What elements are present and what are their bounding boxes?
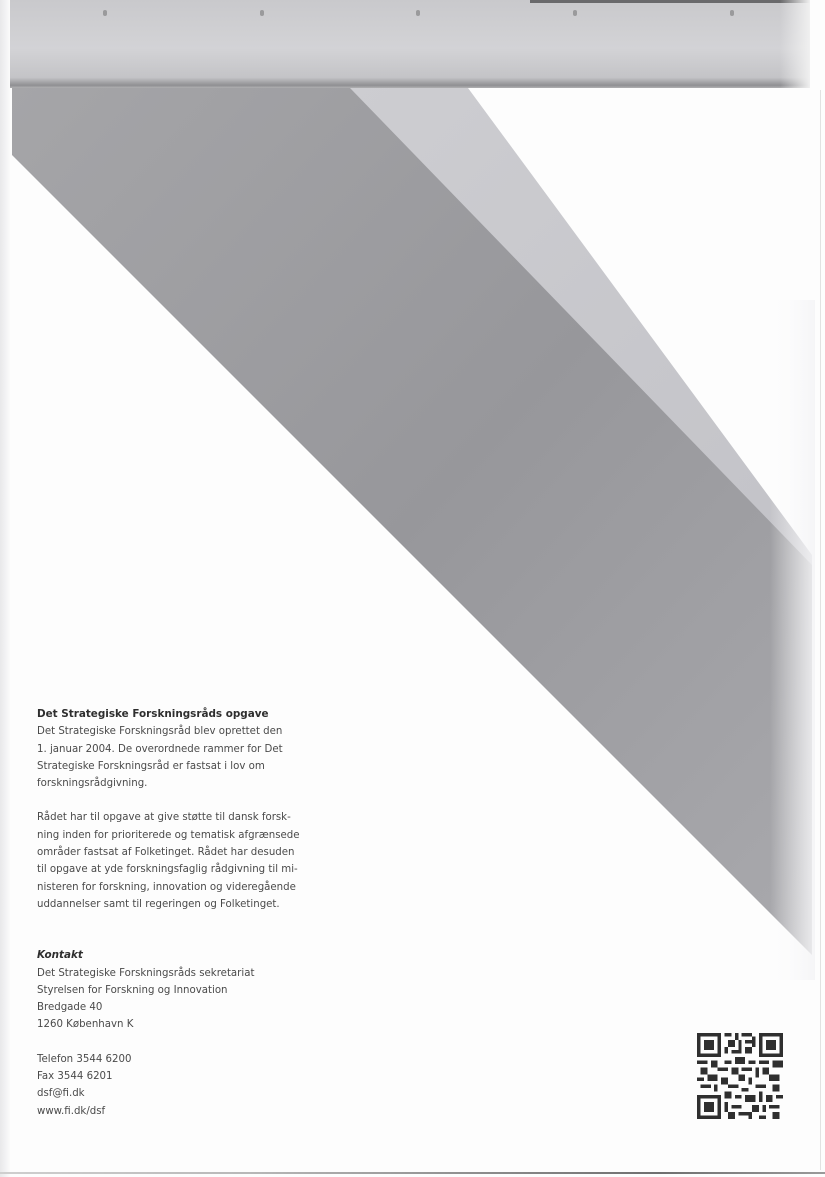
contact-address-line: Bredgade 40 bbox=[37, 1002, 103, 1014]
about-paragraph-1-line: Strategiske Forskningsråd er fastsat i lov om bbox=[37, 760, 265, 772]
qr-code-icon[interactable] bbox=[697, 1033, 783, 1119]
contact-heading: Kontakt bbox=[37, 949, 83, 962]
contact-address-line: Styrelsen for Forskning og Innovation bbox=[37, 984, 228, 996]
about-heading: Det Strategiske Forskningsråds opgave bbox=[37, 708, 269, 720]
about-paragraph-1-line: forskningsrådgivning. bbox=[37, 778, 148, 790]
about-paragraph-2-line: uddannelser samt til regeringen og Folketinget. bbox=[37, 898, 280, 910]
contact-address-line: Det Strategiske Forskningsråds sekretariat bbox=[37, 967, 255, 979]
about-paragraph-2-line: nisteren for forskning, innovation og videregående bbox=[37, 881, 296, 893]
contact-fax: Fax 3544 6201 bbox=[37, 1071, 113, 1083]
about-paragraph-2-line: områder fastsat af Folketinget. Rådet har desuden bbox=[37, 847, 295, 859]
contact-phone: Telefon 3544 6200 bbox=[37, 1053, 132, 1065]
contact-website[interactable]: www.fi.dk/dsf bbox=[37, 1105, 106, 1117]
about-paragraph-2-line: ning inden for prioriterede og tematisk afgrænsede bbox=[37, 829, 300, 841]
contact-address-line: 1260 København K bbox=[37, 1019, 134, 1031]
about-paragraph-1-line: 1. januar 2004. De overordnede rammer for Det bbox=[37, 743, 283, 755]
about-paragraph-1-line: Det Strategiske Forskningsråd blev oprettet den bbox=[37, 726, 283, 738]
about-section bbox=[37, 706, 337, 913]
contact-section bbox=[37, 947, 337, 1120]
contact-email[interactable]: dsf@fi.dk bbox=[37, 1088, 85, 1100]
info-column bbox=[37, 706, 337, 1120]
scan-right-edge bbox=[820, 90, 821, 1170]
about-paragraph-2-line: Rådet har til opgave at give støtte til dansk forsk- bbox=[37, 812, 291, 824]
about-paragraph-2-line: til opgave at yde forskningsfaglig rådgivning til mi- bbox=[37, 864, 298, 876]
scan-bottom-edge bbox=[0, 1172, 825, 1174]
